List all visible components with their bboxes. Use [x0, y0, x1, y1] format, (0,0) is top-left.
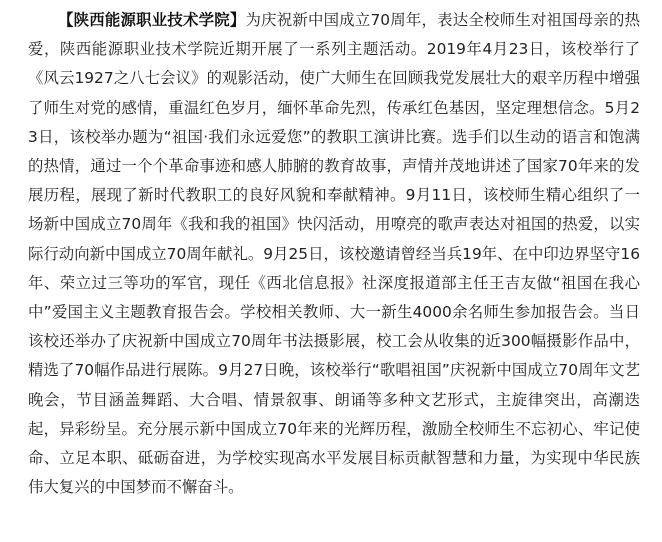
article-source-lead: 【陕西能源职业技术学院】: [58, 11, 246, 29]
article-paragraph: [28, 6, 640, 502]
article-body-text: 为庆祝新中国成立70周年，表达全校师生对祖国母亲的热爱，陕西能源职业技术学院近期开展了一系列主题活动。2019年4月23日，该校举行了《风云1927之八七会议》的观影活动，使广大师生在回顾我党发展壮大的艰辛历程中增强了师生对党的感情，重温红色岁月，缅怀革命先烈，传承红色基因，坚定理想信念。5月23日，该校举办题为“祖国·我们永远爱您”的教职工演讲比赛。选手们以生动的语言和饱满的热情，通过一个个革命事迹和感人肺腑的教育故事，声情并茂地讲述了国家70年来的发展历程，展现了新时代教职工的良好风貌和奉献精神。9月11日，该校师生精心组织了一场新中国成立70周年《我和我的祖国》快闪活动，用嘹亮的歌声表达对祖国的热爱，以实际行动向新中国成立70周年献礼。9月25日，该校邀请曾经当兵19年、在中印边界坚守16年、荣立过三等功的军官，现任《西北信息报》社深度报道部主任王吉友做“祖国在我心中”爱国主义主题教育报告会。学校相关教师、大一新生4000余名师生参加报告会。当日该校还举办了庆祝新中国成立70周年书法摄影展，校工会从收集的近300幅摄影作品中，精选了70幅作品进行展陈。9月27日晚，该校举行“歌唱祖国”庆祝新中国成立70周年文艺晚会，节目涵盖舞蹈、大合唱、情景叙事、朗诵等多种文艺形式，主旋律突出，高潮迭起，异彩纷呈。充分展示新中国成立70年来的光辉历程，激励全校师生不忘初心、牢记使命、立足本职、砥砺奋进，为学校实现高水平发展目标贡献智慧和力量，为实现中华民族伟大复兴的中国梦而不懈奋斗。: [28, 11, 640, 497]
